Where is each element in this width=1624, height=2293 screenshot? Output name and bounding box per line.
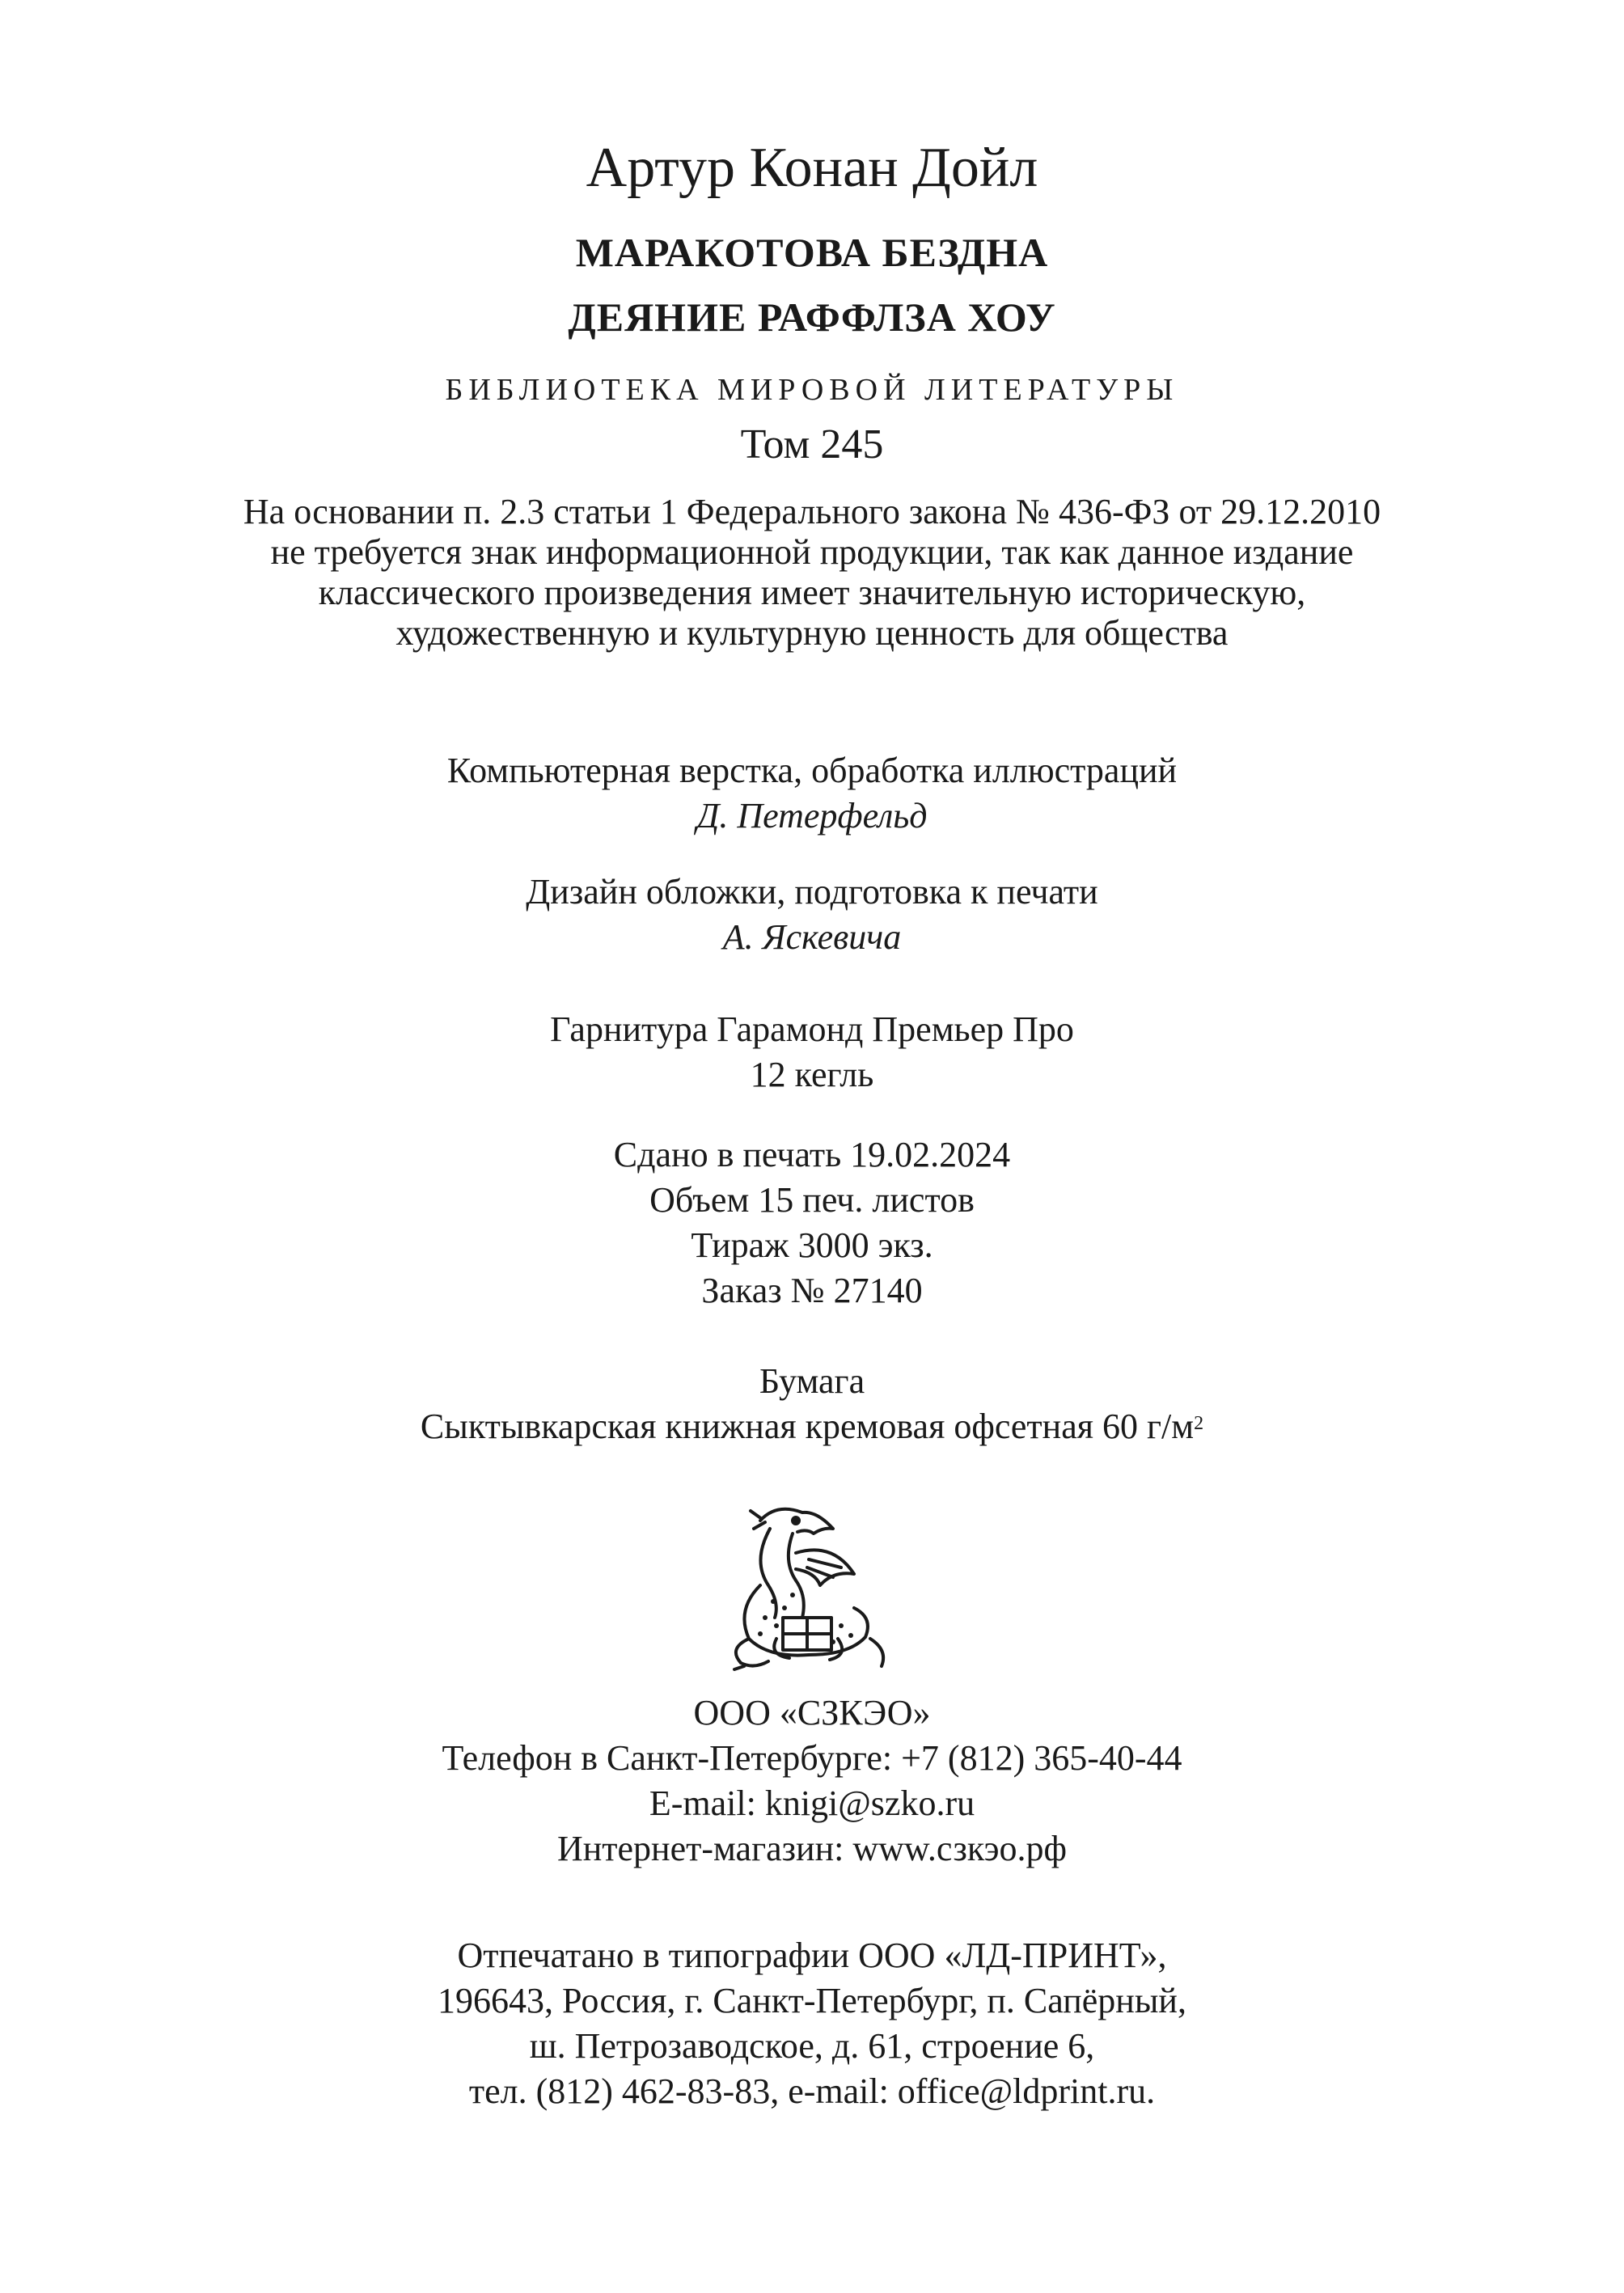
legal-line-1: На основании п. 2.3 статьи 1 Федерального закона № 436-ФЗ от 29.12.2010 — [243, 492, 1381, 531]
legal-notice — [0, 492, 1624, 654]
print-volume: Объем 15 печ. листов — [649, 1180, 975, 1220]
book-title-2: ДЕЯНИЕ РАФФЛЗА ХОУ — [568, 294, 1056, 340]
series-name — [0, 372, 1624, 408]
print-date: Сдано в печать 19.02.2024 — [613, 1135, 1011, 1174]
volume-label: Том 245 — [740, 421, 884, 467]
printer-info — [0, 1933, 1624, 2114]
volume-number — [0, 421, 1624, 468]
printer-line-3: ш. Петрозаводское, д. 61, строение 6, — [529, 2026, 1095, 2066]
book-author — [0, 136, 1624, 201]
printer-line-2: 196643, Россия, г. Санкт-Петербург, п. Сапёрный, — [438, 1981, 1186, 2020]
paper-unit-superscript: 2 — [1194, 1413, 1204, 1434]
publisher-phone: Телефон в Санкт-Петербурге: +7 (812) 365-40-44 — [442, 1738, 1182, 1778]
cover-credit — [0, 869, 1624, 960]
paper-description: Сыктывкарская книжная кремовая офсетная 60 г/м — [420, 1407, 1195, 1446]
layout-credit-name: Д. Петерфельд — [696, 796, 928, 836]
book-titles — [0, 220, 1624, 349]
typeface-size: 12 кегль — [750, 1055, 874, 1094]
publisher-email: E-mail: knigi@szko.ru — [649, 1783, 975, 1823]
layout-credit — [0, 748, 1624, 839]
legal-line-2: не требуется знак информационной продукции, так как данное издание — [270, 532, 1354, 572]
order-number: Заказ № 27140 — [701, 1271, 923, 1310]
publisher-name: ООО «СЗКЭО» — [693, 1693, 931, 1732]
layout-credit-role: Компьютерная верстка, обработка иллюстраций — [446, 751, 1178, 790]
printer-line-1: Отпечатано в типографии ООО «ЛД-ПРИНТ», — [457, 1936, 1167, 1975]
printer-line-4: тел. (812) 462-83-83, e-mail: office@ldprint.ru. — [468, 2071, 1156, 2111]
series-label: БИБЛИОТЕКА МИРОВОЙ ЛИТЕРАТУРЫ — [445, 373, 1179, 407]
dragon-emblem-icon — [712, 1496, 914, 1674]
publisher-shop: Интернет-магазин: www.сзкэо.рф — [556, 1829, 1068, 1868]
legal-line-3: классического произведения имеет значительную историческую, — [318, 573, 1306, 612]
print-run: Тираж 3000 экз. — [691, 1225, 933, 1265]
cover-credit-role: Дизайн обложки, подготовка к печати — [526, 872, 1098, 912]
publisher-info — [0, 1690, 1624, 1872]
author-name: Артур Конан Дойл — [586, 137, 1038, 199]
legal-line-4: художественную и культурную ценность для общества — [395, 613, 1229, 653]
paper-info — [0, 1359, 1624, 1449]
typeface-name: Гарнитура Гарамонд Премьер Про — [550, 1009, 1074, 1049]
print-info — [0, 1132, 1624, 1314]
typeface-info — [0, 1007, 1624, 1098]
book-title-1: МАРАКОТОВА БЕЗДНА — [575, 230, 1049, 275]
paper-description-line — [0, 1404, 1624, 1449]
cover-credit-name: А. Яскевича — [722, 917, 902, 957]
paper-label: Бумага — [759, 1361, 865, 1401]
